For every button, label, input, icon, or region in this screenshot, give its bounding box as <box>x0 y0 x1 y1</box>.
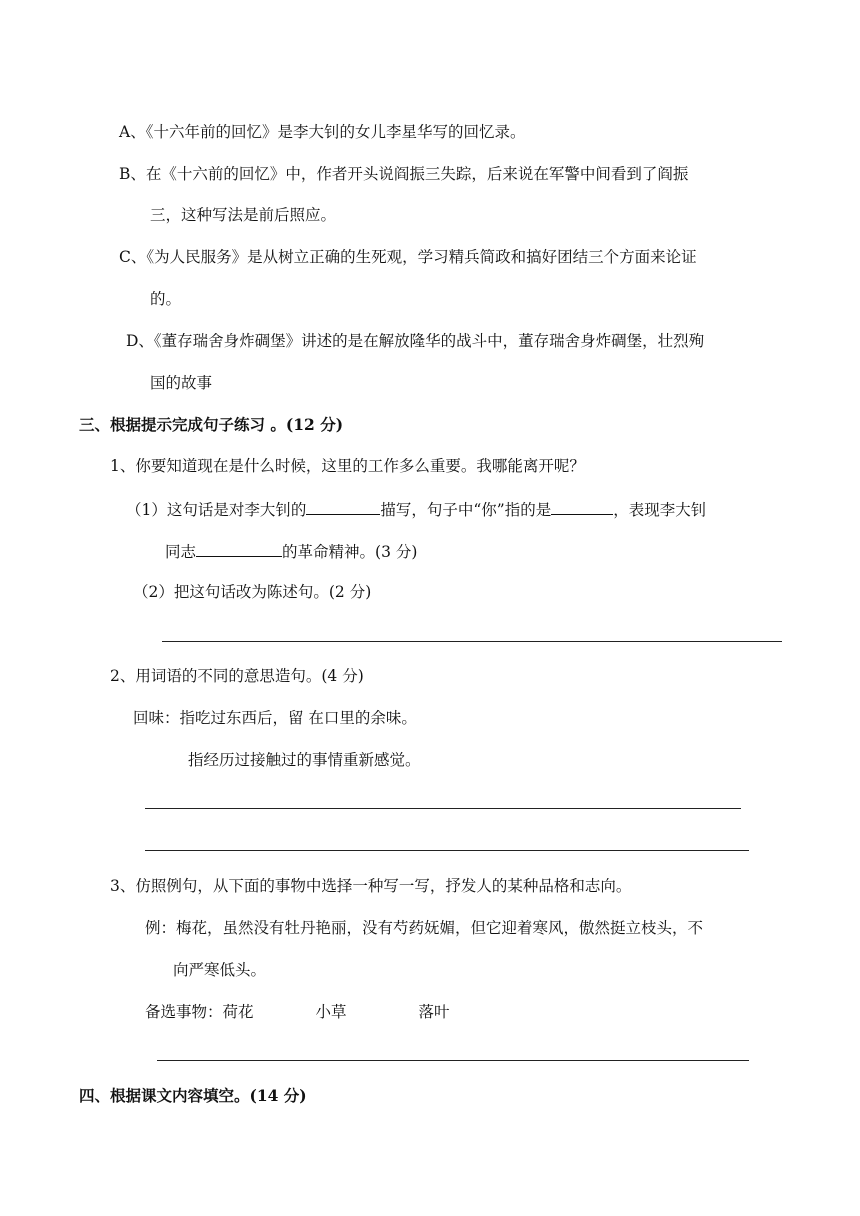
q2-definition-1: 回味：指吃过东西后，留 在口里的余味。 <box>133 709 417 727</box>
q1-part1-text-b: 描写，句子中“你”指的是 <box>380 501 552 519</box>
q1-part2: （2）把这句话改为陈述句。(2 分) <box>133 583 372 601</box>
answer-blank-spirit[interactable] <box>196 540 282 557</box>
option-d-line1: D、《董存瑞舍身炸碉堡》讲述的是在解放隆华的战斗中，董存瑞舍身炸碉堡，壮烈殉 <box>126 332 705 350</box>
answer-blank-description-type[interactable] <box>306 498 380 515</box>
answer-line-statement[interactable] <box>162 641 782 642</box>
q1-part1-text-d: 同志 <box>165 543 197 561</box>
q3-prompt: 3、仿照例句，从下面的事物中选择一种写一写，抒发人的某种品格和志向。 <box>110 877 632 895</box>
section4-heading: 四、根据课文内容填空。(14 分) <box>79 1086 307 1105</box>
q1-part1-line2 <box>165 540 417 562</box>
option-a: A、《十六年前的回忆》是李大钊的女儿李星华写的回忆录。 <box>119 123 526 141</box>
q1-prompt: 1、你要知道现在是什么时候，这里的工作多么重要。我哪能离开呢？ <box>110 457 585 475</box>
choice-grass: 小草 <box>315 1003 347 1021</box>
answer-line-sentence-1[interactable] <box>145 808 741 809</box>
option-b-line1: B、在《十六前的回忆》中，作者开头说阎振三失踪，后来说在军警中间看到了阎振 <box>119 165 689 183</box>
q1-part1-text-a: （1）这句话是对李大钊的 <box>126 501 307 519</box>
choice-leaves: 落叶 <box>418 1003 450 1021</box>
answer-line-sentence-2[interactable] <box>145 850 749 851</box>
option-b-line2: 三，这种写法是前后照应。 <box>150 206 337 224</box>
q1-part1-text-c: ，表现李大钊 <box>613 501 707 519</box>
q3-choices-row <box>145 1002 450 1022</box>
answer-line-imitation[interactable] <box>157 1060 749 1061</box>
q3-example-line2: 向严寒低头。 <box>173 961 267 979</box>
q2-prompt: 2、用词语的不同的意思造句。(4 分) <box>110 667 364 685</box>
q2-definition-2: 指经历过接触过的事情重新感觉。 <box>188 751 421 769</box>
choice-lotus: 荷花 <box>222 1003 254 1021</box>
option-c-line1: C、《为人民服务》是从树立正确的生死观，学习精兵简政和搞好团结三个方面来论证 <box>119 248 697 266</box>
option-d-line2: 国的故事 <box>150 374 213 392</box>
option-c-line2: 的。 <box>150 290 182 308</box>
q1-part1-text-e: 的革命精神。(3 分) <box>282 543 418 561</box>
q1-part1-line1 <box>126 498 706 520</box>
q3-choices-label: 备选事物： <box>145 1003 223 1021</box>
answer-blank-you-refers-to[interactable] <box>551 498 613 515</box>
section3-heading: 三、根据提示完成句子练习 。(12 分) <box>79 415 344 434</box>
q3-example-line1: 例：梅花，虽然没有牡丹艳丽，没有芍药妩媚，但它迎着寒风，傲然挺立枝头，不 <box>145 919 704 937</box>
